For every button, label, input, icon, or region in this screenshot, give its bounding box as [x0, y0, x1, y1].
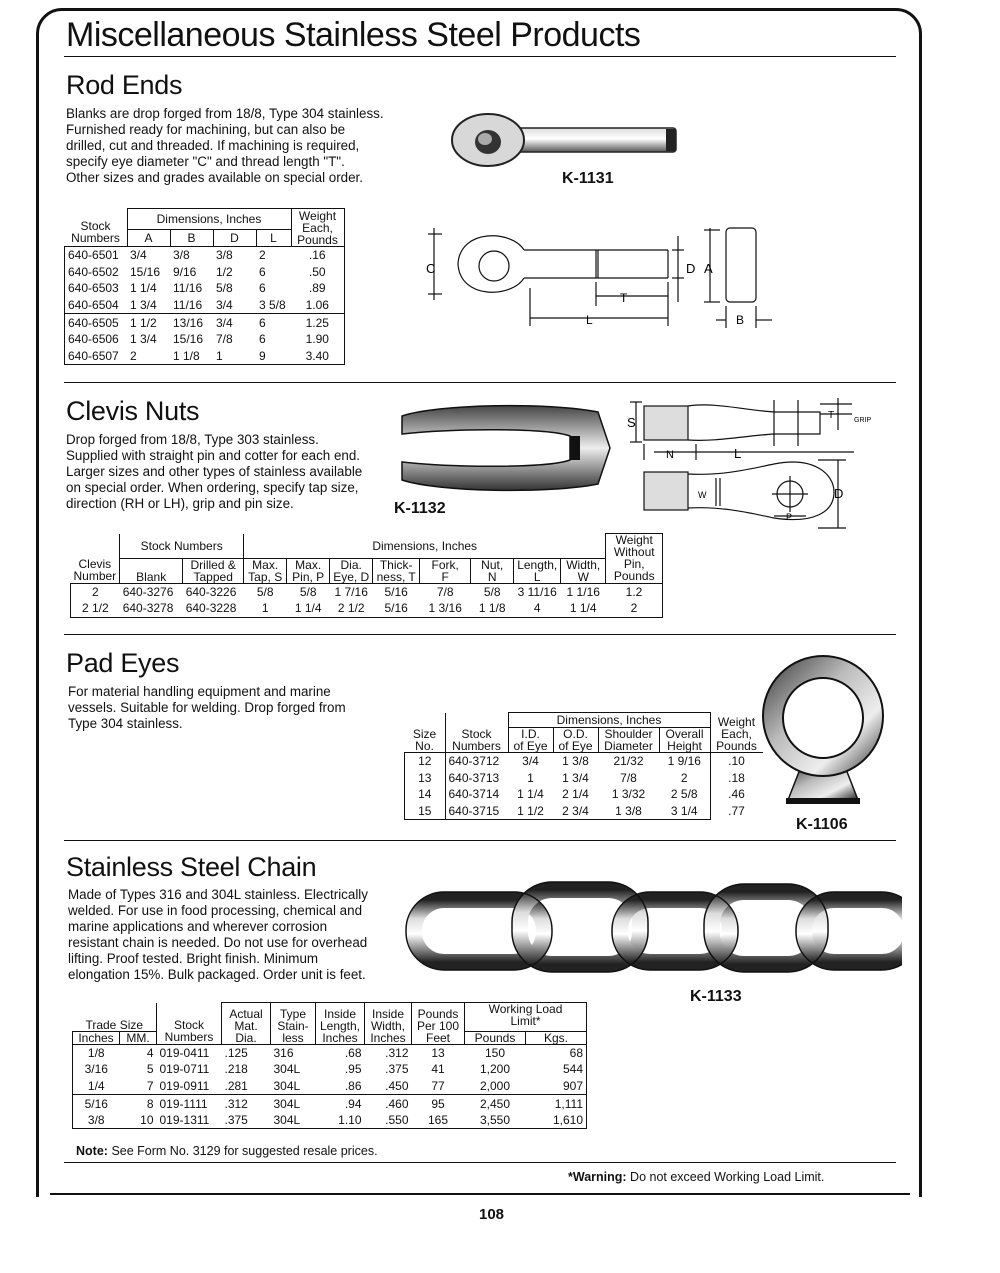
svg-text:L: L [586, 313, 593, 327]
svg-text:P: P [786, 512, 793, 522]
table-row: 12 640-3712 3/4 1 3/8 21/32 1 9/16 .10 [405, 753, 763, 770]
pad-eyes-heading: Pad Eyes [66, 648, 180, 678]
pad-eye-photo [758, 644, 888, 816]
resale-note: Note: See Form No. 3129 for suggested resale prices. [76, 1144, 378, 1158]
title-rule [64, 56, 896, 57]
svg-text:GRIP: GRIP [854, 417, 872, 424]
chain-photo [398, 874, 902, 986]
clevis-dimension-diagram [624, 394, 890, 536]
chain-part-number: K-1133 [690, 988, 742, 1005]
rod-end-part-number: K-1131 [562, 170, 614, 187]
clevis-nuts-table: Clevis Number Stock Numbers Dimensions, Inches Weight Without Pin, Pounds Blank Drilled & Tapped Max. Tap, S Max. Pin, P Dia. Eye, D Thick- ness, T Fork, F Nut, N Length, L Width, W 2 640-3276 640-3226 5/8 5/8 1 7/16 5/16 7/8 5/8 3 11/16 1 1/16 1.2 2 1/2 640-3278 640-3228 1 1 1/4 2 1/2 5/16 1 3/16 1 1/8 4 1 1/4 2 [70, 533, 663, 618]
table-row: 1/8 4 019-0411 .125 316 .68 .312 13 150 68 [73, 1044, 587, 1061]
warning-note: *Warning: Do not exceed Working Load Limit. [568, 1170, 825, 1184]
svg-text:W: W [698, 490, 707, 500]
page-title: Miscellaneous Stainless Steel Products [66, 16, 641, 54]
svg-text:D: D [686, 261, 696, 276]
clevis-nut-photo [398, 398, 616, 498]
svg-text:N: N [666, 449, 674, 461]
section-rule [64, 634, 896, 635]
rod-ends-heading: Rod Ends [66, 70, 183, 100]
chain-table: Trade Size Stock Numbers Actual Mat. Dia. Type Stain- less Inside Length, Inches Inside Width, Inches Pounds Per 100 Feet Working Load Limit* Inches MM. Pounds Kgs. 1/8 4 019-0411 .125 316 .68 .312 13 150 68 3/16 5 019-0711 .218 304L .95 .375 41 1,200 544 1/4 7 019-0911 .281 304L .86 .450 77 2,000 907 5/16 8 019-1111 .312 304L .94 .460 95 2,450 1,111 3/8 10 019-1311 .375 304L 1.10 .550 165 3,550 1,610 [72, 1002, 587, 1129]
table-row: 5/16 8 019-1111 .312 304L .94 .460 95 2,450 1,111 [73, 1095, 587, 1112]
table-row: 14 640-3714 1 1/4 2 1/4 1 3/32 2 5/8 .46 [405, 786, 763, 803]
section-rule [64, 1162, 896, 1163]
table-row: 1/4 7 019-0911 .281 304L .86 .450 77 2,000 907 [73, 1078, 587, 1095]
table-row: 15 640-3715 1 1/2 2 3/4 1 3/8 3 1/4 .77 [405, 803, 763, 820]
table-row: 640-6507 2 1 1/8 1 9 3.40 [65, 348, 345, 365]
table-row: 640-6505 1 1/2 13/16 3/4 6 1.25 [65, 314, 345, 331]
rod-end-photo [440, 100, 690, 180]
clevis-nuts-heading: Clevis Nuts [66, 396, 200, 426]
svg-text:T: T [620, 291, 628, 305]
svg-text:A: A [704, 261, 713, 276]
table-row: 640-6501 3/4 3/8 3/8 2 .16 [65, 247, 345, 264]
table-row: 3/16 5 019-0711 .218 304L .95 .375 41 1,200 544 [73, 1061, 587, 1078]
rod-ends-table: Stock Numbers Dimensions, Inches Weight Each, Pounds A B D L 640-6501 3/4 3/8 3/8 2 .16 640-6502 15/16 9/16 1/2 6 .50 640-6503 1 1/4 11/16 5/8 6 .89 640-6504 1 3/4 11/16 3/4 3 5/8 1.06 640-6505 1 1/2 13/16 3/4 6 1.25 640-6506 1 3/4 15/16 7/8 6 1.90 640-6507 2 1 1/8 1 9 3.40 [64, 208, 345, 365]
frame-bottom-rule [50, 1193, 910, 1195]
clevis-nut-part-number: K-1132 [394, 500, 446, 517]
rod-end-dimension-diagram [420, 222, 780, 342]
table-row: 3/8 10 019-1311 .375 304L 1.10 .550 165 3,550 1,610 [73, 1112, 587, 1129]
svg-text:D: D [834, 486, 844, 501]
table-row: 640-6504 1 3/4 11/16 3/4 3 5/8 1.06 [65, 297, 345, 314]
table-row: 13 640-3713 1 1 3/4 7/8 2 .18 [405, 770, 763, 787]
svg-text:T: T [828, 410, 835, 421]
clevis-nuts-description: Drop forged from 18/8, Type 303 stainless. Supplied with straight pin and cotter for each end. Larger sizes and other types of stainless available on special order. When ordering, specify tap size, direction (RH or LH), grip and pin size. [66, 432, 363, 511]
table-row: 640-6506 1 3/4 15/16 7/8 6 1.90 [65, 331, 345, 348]
section-rule [64, 840, 896, 841]
pad-eye-part-number: K-1106 [796, 816, 848, 833]
svg-text:S: S [627, 415, 636, 430]
table-row: 2 1/2 640-3278 640-3228 1 1 1/4 2 1/2 5/16 1 3/16 1 1/8 4 1 1/4 2 [71, 600, 663, 617]
page-number: 108 [479, 1206, 505, 1223]
chain-description: Made of Types 316 and 304L stainless. Electrically welded. For use in food processing, chemical and marine applications and wherever corrosion resistant chain is needed. Do not use for overhead lifting. Proof tested. Bright finish. Minimum elongation 15%. Bulk packaged. Order unit is feet. [68, 887, 368, 982]
svg-text:C: C [426, 261, 436, 276]
table-row: 2 640-3276 640-3226 5/8 5/8 1 7/16 5/16 7/8 5/8 3 11/16 1 1/16 1.2 [71, 583, 663, 600]
svg-text:L: L [734, 446, 742, 461]
svg-text:B: B [736, 313, 745, 327]
table-row: 640-6502 15/16 9/16 1/2 6 .50 [65, 264, 345, 281]
table-row: 640-6503 1 1/4 11/16 5/8 6 .89 [65, 280, 345, 297]
pad-eyes-table: Size No. Stock Numbers Dimensions, Inches Weight Each, Pounds I.D. of Eye O.D. of Eye Shoulder Diameter Overall Height 12 640-3712 3/4 1 3/8 21/32 1 9/16 .10 13 640-3713 1 1 3/4 7/8 2 .18 14 640-3714 1 1/4 2 1/4 1 3/32 2 5/8 .46 15 640-3715 1 1/2 2 3/4 1 3/8 3 1/4 .77 [404, 712, 763, 820]
section-rule [64, 382, 896, 383]
chain-heading: Stainless Steel Chain [66, 852, 317, 882]
pad-eyes-description: For material handling equipment and marine vessels. Suitable for welding. Drop forged from Type 304 stainless. [68, 684, 346, 731]
rod-ends-description: Blanks are drop forged from 18/8, Type 304 stainless. Furnished ready for machining, but can also be drilled, cut and threaded. If machining is required, specify eye diameter "C" and thread length "T". Other sizes and grades available on special order. [66, 106, 384, 185]
